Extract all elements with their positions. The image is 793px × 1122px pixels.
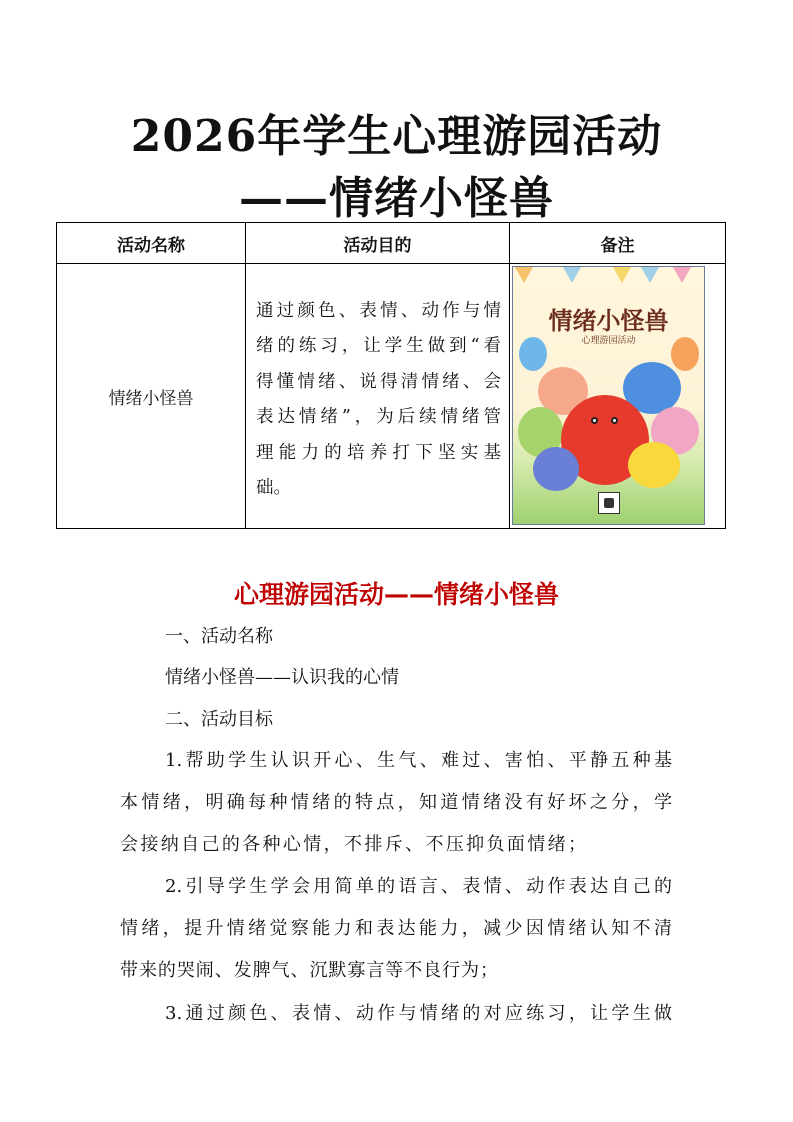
header-activity-purpose: 活动目的 <box>246 223 510 264</box>
cell-activity-purpose <box>246 264 510 529</box>
activity-table <box>56 222 726 529</box>
qr-code-icon <box>598 492 620 514</box>
header-notes: 备注 <box>510 223 726 264</box>
heading-activity-goals: 二、活动目标 <box>165 709 273 730</box>
monster-yellow <box>628 442 680 488</box>
purpose-line: 表达情绪”，为后续情绪管 <box>256 407 501 427</box>
balloon-icon <box>519 337 547 371</box>
purpose-line: 绪的练习，让学生做到“看 <box>256 336 501 356</box>
purpose-line: 通过颜色、表情、动作与情 <box>256 300 501 321</box>
poster-title: 情绪小怪兽 <box>548 307 669 335</box>
balloon-icon <box>671 337 699 371</box>
goal-line: 会接纳自己的各种心情，不排斥、不压抑负面情绪； <box>120 834 586 855</box>
goal-line: 3.通过颜色、表情、动作与情绪的对应练习，让学生做 <box>165 1003 672 1024</box>
poster-image <box>512 266 705 525</box>
section-title: 心理游园活动——情绪小怪兽 <box>233 580 559 609</box>
purpose-line: 得懂情绪、说得清情绪、会 <box>256 371 501 392</box>
doc-title-line2: ——情绪小怪兽 <box>239 173 554 224</box>
header-activity-name: 活动名称 <box>57 223 246 264</box>
goal-line: 带来的哭闹、发脾气、沉默寡言等不良行为； <box>120 960 498 981</box>
poster-subtitle: 心理游园活动 <box>581 336 636 346</box>
cell-notes <box>510 264 726 529</box>
activity-name-text: 情绪小怪兽——认识我的心情 <box>165 667 399 688</box>
goal-line: 本情绪，明确每种情绪的特点，知道情绪没有好坏之分，学 <box>120 792 672 813</box>
monster-purple <box>533 447 579 491</box>
cell-activity-name: 情绪小怪兽 <box>57 264 246 529</box>
heading-activity-name: 一、活动名称 <box>165 626 273 647</box>
purpose-line: 理能力的培养打下坚实基 <box>256 442 501 463</box>
purpose-line: 础。 <box>256 478 291 498</box>
goal-line: 2.引导学生学会用简单的语言、表情、动作表达自己的 <box>165 876 672 897</box>
doc-title-line1: 2026年学生心理游园活动 <box>130 111 663 162</box>
goal-line: 1.帮助学生认识开心、生气、难过、害怕、平静五种基 <box>165 750 672 771</box>
goal-line: 情绪，提升情绪觉察能力和表达能力，减少因情绪认知不清 <box>120 918 672 939</box>
